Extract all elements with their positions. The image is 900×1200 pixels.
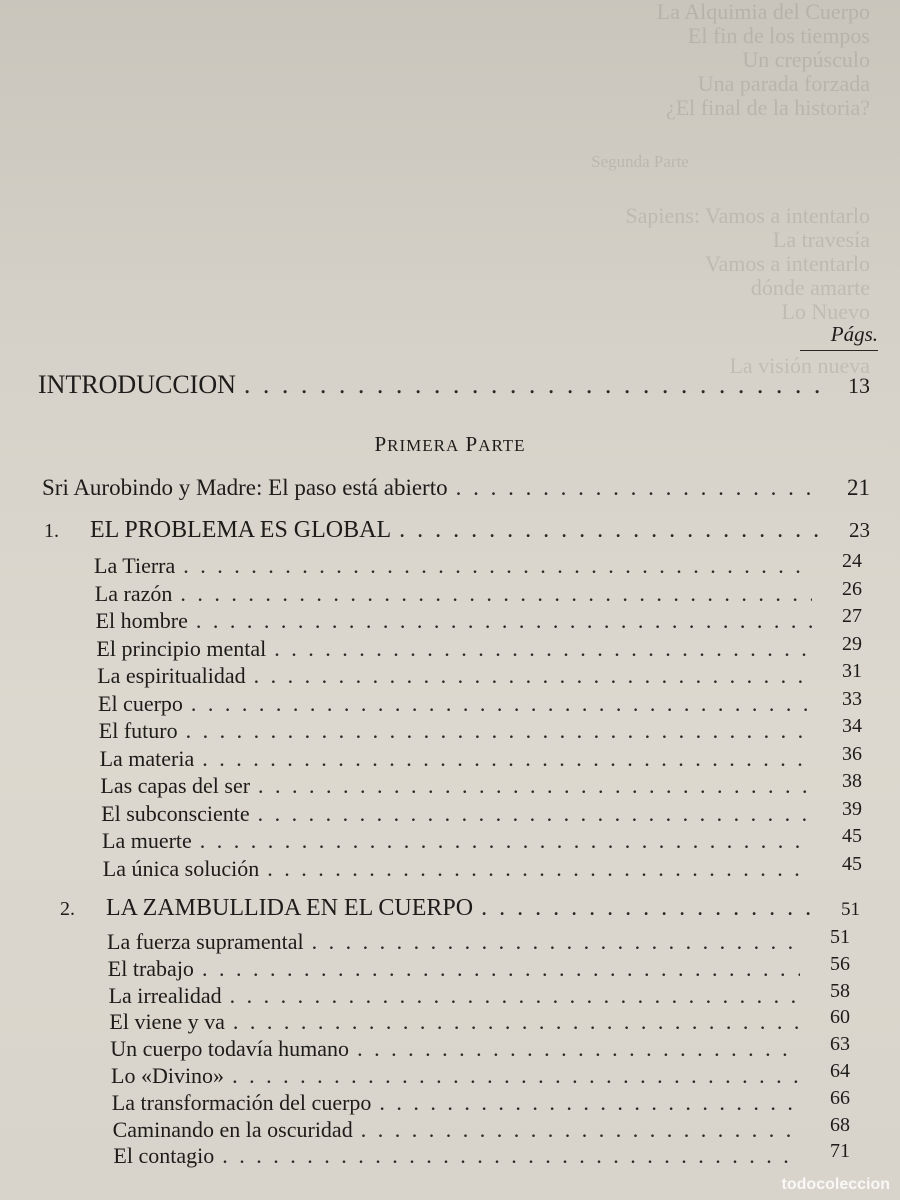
section-label: La fuerza supramental [107,929,304,954]
leader-dots [222,1143,800,1169]
section-page: 38 [841,770,862,792]
section-page: 33 [842,687,862,710]
toc-preface-label: Sri Aurobindo y Madre: El paso está abierto [42,475,448,500]
toc-section [100,770,862,799]
toc-section [107,952,850,982]
leader-dots [312,929,800,955]
bleed-line: Lo Nuevo [781,299,870,324]
section-label: El futuro [98,718,178,743]
section-label: La espiritualidad [97,663,246,688]
bleed-line: La travesía [772,227,870,252]
leader-dots [361,1117,800,1143]
toc-preface [42,475,870,501]
bleed-line: La visión nueva [729,353,870,378]
section-label: La materia [99,745,195,771]
toc-section [110,1033,850,1062]
section-page: 66 [829,1086,850,1109]
leader-dots [202,956,800,982]
section-page: 26 [841,577,862,600]
toc-chapter-1 [44,517,870,544]
leader-dots [183,553,812,579]
section-label: Un cuerpo todavía humano [110,1036,350,1062]
chapter-number: 2. [60,898,75,920]
section-label: La Tierra [94,553,176,578]
leader-dots [258,773,812,799]
leader-dots [481,895,810,922]
leader-dots [196,608,812,634]
section-page: 60 [829,1006,850,1029]
bleed-line: El fin de los tiempos [687,23,870,48]
toc-section [94,577,862,607]
chapter-page: 23 [849,518,870,542]
section-label: La irrealidad [108,982,222,1008]
section-page: 34 [841,715,862,737]
section-page: 64 [830,1060,850,1082]
leader-dots [202,746,812,772]
chapter-title: EL PROBLEMA ES GLOBAL [90,517,392,543]
section-page: 24 [842,550,862,572]
toc-section [111,1060,850,1089]
section-label: El viene y va [109,1009,225,1035]
section-page: 27 [841,605,862,627]
toc-section [99,742,862,772]
section-page: 56 [829,952,850,975]
leader-dots [186,718,812,744]
section-label: La razón [94,580,173,606]
toc-section [98,687,862,717]
toc-section [112,1113,850,1143]
section-page: 45 [841,852,862,875]
bleed-line: Sapiens: Vamos a intentarlo [625,203,870,228]
section-page: 71 [829,1140,850,1163]
chapter-number: 1. [44,520,59,542]
toc-section [109,1006,850,1035]
section-label: El contagio [113,1143,215,1169]
section-label: La muerte [102,828,192,853]
toc-preface-page: 21 [847,475,870,500]
section-page: 45 [842,825,862,847]
toc-section [97,660,862,689]
section-page: 58 [829,979,850,1002]
section-page: 68 [829,1113,850,1136]
toc-intro [38,370,870,400]
section-label: Las capas del ser [100,773,251,798]
leader-dots [379,1090,800,1116]
section-page: 29 [841,632,862,655]
bleed-line: La Alquimia del Cuerpo [656,0,870,24]
leader-dots [232,1063,800,1089]
leader-dots [274,636,812,662]
toc-section [107,926,850,955]
bleed-line: Vamos a intentarlo [705,251,870,276]
leader-dots [200,828,812,854]
section-label: Caminando en la oscuridad [112,1116,353,1142]
toc-intro-page: 13 [848,373,870,398]
chapter-page: 51 [841,899,860,920]
bleed-through-text [500,0,900,420]
section-page: 39 [841,797,862,820]
toc-section [98,715,862,744]
section-page: 63 [829,1033,850,1056]
section-page: 36 [841,742,862,765]
toc-section [113,1140,850,1169]
section-label: El cuerpo [98,690,183,716]
pages-label: Págs. [800,322,878,351]
bleed-line: ¿El final de la historia? [665,95,870,120]
leader-dots [191,691,812,717]
bleed-line: dónde amarte [750,275,870,300]
bleed-line: Segunda Parte [591,152,689,171]
chapter-title: LA ZAMBULLIDA EN EL CUERPO [106,895,474,921]
leader-dots [244,370,820,400]
section-label: Lo «Divino» [111,1063,225,1088]
toc-chapter-2 [60,895,860,922]
section-label: El hombre [95,608,188,633]
pages-header [800,322,878,351]
section-page: 51 [830,926,850,948]
toc-section [111,1086,850,1116]
leader-dots [258,801,812,827]
toc-section [108,979,850,1009]
leader-dots [254,663,812,689]
toc-section [94,550,862,579]
leader-dots [233,1009,800,1035]
watermark-logo: todocoleccion [781,1176,890,1193]
toc-section [95,605,862,634]
section-page: 31 [841,660,862,682]
toc-intro-label: INTRODUCCION [38,370,236,399]
section-label: El trabajo [107,955,194,981]
leader-dots [399,517,820,544]
leader-dots [357,1036,800,1062]
toc-section [102,825,862,854]
section-label: El subconsciente [101,800,250,826]
section-label: El principio mental [96,635,267,661]
leader-dots [456,475,820,501]
section-label: La transformación del cuerpo [111,1089,372,1115]
bleed-line: Una parada forzada [697,71,870,96]
toc-section [102,852,862,882]
leader-dots [230,983,800,1009]
leader-dots [180,581,812,607]
bleed-line: Un crepúsculo [742,47,870,72]
part-title: PRIMERA PARTE [374,432,526,456]
leader-dots [267,856,812,882]
toc-section [101,797,862,827]
toc-section [96,632,862,662]
section-label: La única solución [102,855,260,881]
